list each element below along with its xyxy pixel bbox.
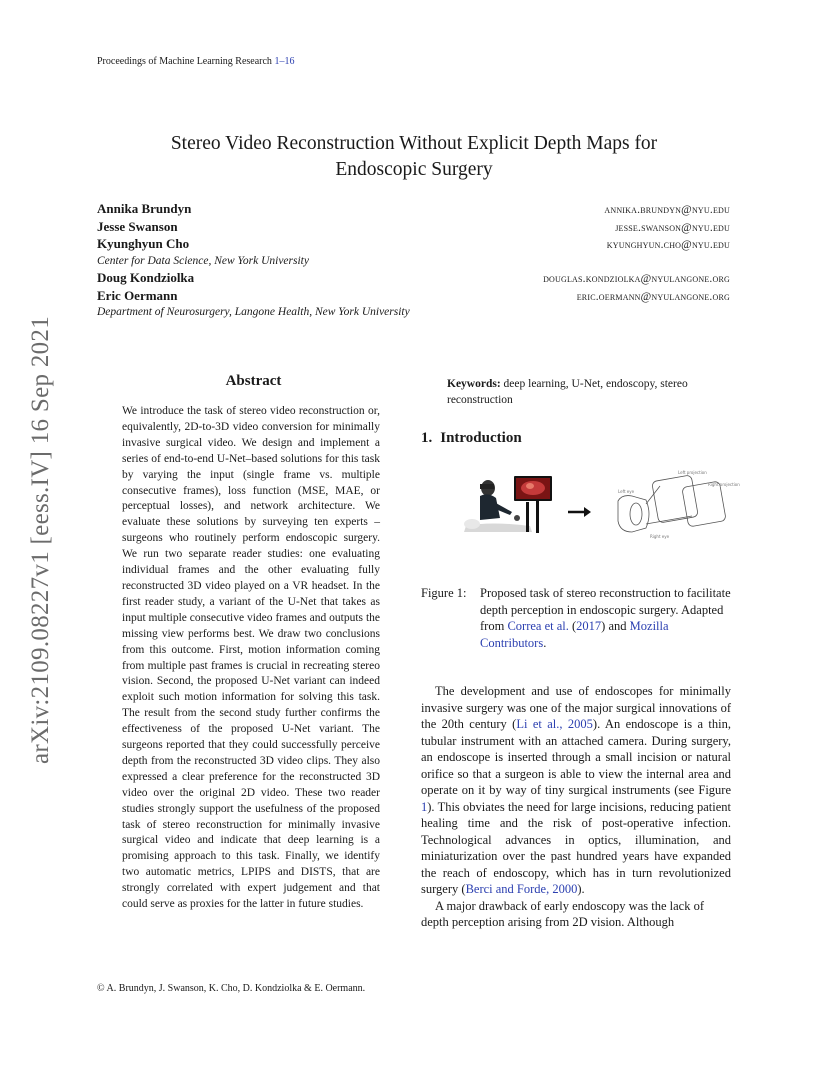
arxiv-sidebar xyxy=(16,300,66,780)
citation-link[interactable]: Li et al., 2005 xyxy=(516,717,593,731)
keywords-text: deep learning, U-Net, endoscopy, stereo reconstruction xyxy=(447,378,688,406)
title-line-1: Stereo Video Reconstruction Without Explicit Depth Maps for xyxy=(170,133,658,154)
affiliation: Department of Neurosurgery, Langone Health, New York University xyxy=(97,306,410,318)
right-eye-label: Right eye xyxy=(650,534,670,539)
figure-label: Figure 1: xyxy=(421,586,467,600)
abstract-text: We introduce the task of stereo video reconstruction or, equivalently, 2D-to-3D video conversion for minimally invasive surgical video. We design and implement a series of end-to-end U-Net–based solutions for this task by varying the input (single frame vs. multiple consecutive frames), loss function (MSE, MAE, or perceptual losses), and network architecture. We evaluate these solutions by surveying ten experts – surgeons who routinely perform endoscopic surgery. We run two separate reader studies: one evaluating individual frames and the other evaluating fully reconstructed 3D video played on a VR headset. In the first reader study, a variant of the U-Net that takes as input multiple consecutive video frames and outputs the missing view performs best. We draw two conclusions from this outcome. First, motion information coming from multiple past frames is crucial in recreating stereo vision. Second, the proposed U-Net variant can indeed exploit such motion information for solving this task. The result from the second study further confirms the effectiveness of the proposed U-Net variant. The surgeons reported that they could successfully perceive depth from the reconstructed 3D video clips. They also expressed a clear preference for the reconstructed 3D video over the original 2D video. These two reader studies strongly support the usefulness of the proposed task of stereo reconstruction for minimally invasive surgical video and indicate that deep learning is a promising approach to this task. Finally, we identify two automatic metrics, LPIPS and DISTS, that are strongly correlated with expert judgement and that could serve as proxies for the latter in future studies. xyxy=(122,405,380,911)
citation-year-link[interactable]: 2017 xyxy=(576,619,602,633)
caption-text: Proposed task of stereo reconstruction to facilitate depth perception in endoscopic surgery. Adapted from Correa et al. (2017) and Mozilla Contributors. xyxy=(480,586,731,650)
keywords-label: Keywords: xyxy=(447,378,501,390)
citation-link[interactable]: Correa et al. xyxy=(507,619,569,633)
left-eye-label: Left eye xyxy=(618,489,635,494)
figure-illustration xyxy=(460,466,740,566)
author-email: eric.oermann@nyulangone.org xyxy=(576,290,730,303)
abstract-heading: Abstract xyxy=(225,373,282,389)
author-email: douglas.kondziolka@nyulangone.org xyxy=(543,273,730,285)
keywords xyxy=(447,376,727,408)
running-header: Proceedings of Machine Learning Research 1–16 xyxy=(97,56,295,67)
paragraph: A major drawback of early endoscopy was the lack of depth perception arising from 2D vision. Although xyxy=(421,898,705,929)
left-projection-label: Left projection xyxy=(678,470,707,475)
affiliation: Center for Data Science, New York University xyxy=(97,254,309,267)
author-row xyxy=(97,288,730,306)
figure-caption xyxy=(421,585,731,651)
author-email: annika.brundyn@nyu.edu xyxy=(604,204,730,216)
author-name: Doug Kondziolka xyxy=(97,270,195,285)
author-row xyxy=(97,270,730,288)
surgeon-illustration xyxy=(464,476,552,533)
copyright-symbol: © xyxy=(97,983,105,994)
paper-title xyxy=(90,131,738,183)
arxiv-identifier: arXiv:2109.08227v1 [eess.IV] 16 Sep 2021 xyxy=(27,315,54,765)
author-block-2 xyxy=(97,270,730,321)
author-email: jesse.swanson@nyu.edu xyxy=(615,221,730,234)
author-row xyxy=(97,201,730,219)
introduction-body xyxy=(421,683,731,931)
author-name: Annika Brundyn xyxy=(97,201,192,216)
title-line-2: Endoscopic Surgery xyxy=(335,159,493,180)
arrow-icon xyxy=(568,507,591,517)
section-title: Introduction xyxy=(440,430,522,446)
section-number: 1. xyxy=(421,430,433,446)
author-row xyxy=(97,236,730,254)
figure-ref-link[interactable]: 1 xyxy=(421,799,428,814)
author-name: Kyunghyun Cho xyxy=(97,236,190,251)
author-name: Eric Oermann xyxy=(97,287,178,303)
citation-link[interactable]: Berci and Forde, 2000 xyxy=(465,882,578,896)
citation-link[interactable]: Mozilla Contributors xyxy=(480,619,669,650)
section-heading xyxy=(421,430,522,447)
author-row xyxy=(97,219,730,237)
copyright-footer: © A. Brundyn, J. Swanson, K. Cho, D. Kondziolka & E. Oermann. xyxy=(97,983,366,994)
author-block-1 xyxy=(97,201,730,269)
right-projection-label: Right projection xyxy=(708,482,740,487)
author-name: Jesse Swanson xyxy=(97,218,178,234)
author-email: kyunghyun.cho@nyu.edu xyxy=(606,239,730,251)
paragraph: The development and use of endoscopes for minimally invasive surgery was one of the major surgical innovations of the 20th century (Li et al., 2005). An endoscope is a thin, tubular instrument with an attached camera. During surgery, an endoscope is inserted through a small incision or natural orifice so that a surgeon is able to view the internal area and operate on it by way of tiny surgical instruments (see Figure 1). This obviates the need for large incisions, reducing patient healing time and the risk of post-operative infection. Technological advances in optics, illumination, and miniaturization over the past hundred years have expanded the reach of endoscopy, which has in turn revolutionized surgery (Berci and Forde, 2000). xyxy=(421,684,731,896)
page-range-link[interactable]: 1–16 xyxy=(274,56,295,67)
